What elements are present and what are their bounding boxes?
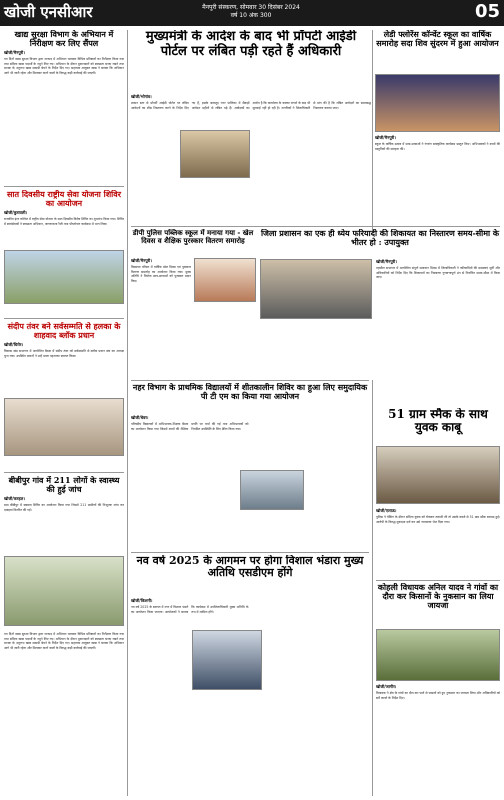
article-body: परिषदीय विद्यालयों में अभिभावक-शिक्षक बैठक का आयोजन किया गया जिसमें बच्चों की शैक्षिक प्रगति पर चर्चा की गई तथा अभिभावकों को नियमित उपस्थिति के लिए प्रेरित किया गया। (131, 422, 249, 431)
column-rule (127, 30, 128, 796)
divider (131, 380, 369, 381)
byline: खोजी/जागीर। (376, 684, 397, 689)
lead-headline: मुख्यमंत्री के आदेश के बाद भी प्रॉपर्टी आईडी पोर्टल पर लंबित पड़ी रहते हैं अधिकारी (145, 30, 357, 59)
column-rule (372, 30, 373, 235)
newyear-sdm-photo (192, 630, 262, 690)
article-body-continued: गत दिनों खाद्य सुरक्षा विभाग द्वारा जनपद में अभियान चलाकर विभिन्न प्रतिष्ठानों का निरीक्षण किया गया तथा संदिग्ध खाद्य पदार्थों के नमूने लिए गए। अभियान के दौरान दुकानदारों को स्वच्छता बनाए रखने तथा मानक के अनुरूप खाद्य सामग्री बेचने के निर्देश दिए गए। सहायक आयुक्त खाद्य ने बताया कि अभियान आगे भी जारी रहेगा और मिलावट करने वालों के विरुद्ध कड़ी कार्रवाई की जाएगी। (4, 632, 124, 650)
issue-info (186, 4, 316, 20)
divider (131, 552, 369, 553)
byline: खोजी/करहल। (4, 495, 25, 501)
pet-story-header (131, 383, 369, 413)
date-line: मैनपुरी संस्करण, सोमवार 30 दिसंबर 2024 (202, 4, 300, 11)
lead-story-body (131, 94, 371, 224)
masthead (0, 0, 504, 26)
smack-arrest-photo (376, 446, 500, 504)
health-camp-photo (4, 556, 124, 626)
dm-story-header (260, 229, 500, 257)
newyear-story-body (131, 598, 369, 796)
divider (4, 318, 124, 319)
byline: खोजी/भोगांव। (131, 94, 152, 99)
dm-story-body (376, 259, 500, 379)
headline: जिला प्रशासन का एक ही ध्येय फरियादी की शिकायत का निस्तारण समय-सीमा के भीतर हो : उपायुक्त (260, 229, 500, 247)
page-number: 05 (474, 1, 500, 22)
divider (131, 226, 500, 227)
byline: खोजी/बेवर। (131, 415, 149, 420)
health-camp-continued (4, 632, 124, 796)
nss-camp-photo (4, 250, 124, 304)
article-body: विकास खंड सभागार में आयोजित बैठक में संदीप तंवर को सर्वसम्मति से ब्लॉक प्रधान संघ का अध्यक्ष चुना गया। उपस्थित प्रधानों ने उन्हें माला पहनाकर स्वागत किया। (4, 348, 124, 358)
article-body: ग्राम बीबीपुर में स्वास्थ्य शिविर का आयोजन किया गया जिसमें 211 ग्रामीणों की निःशुल्क जांच कर दवाइयां वितरित की गईं। (4, 502, 124, 512)
byline: खोजी/किशनी। (131, 598, 153, 603)
issue-line: वर्ष 10 अंक 300 (230, 12, 272, 19)
lead-story-header (131, 30, 371, 92)
block-pradhan-photo (4, 398, 124, 456)
divider (4, 186, 124, 187)
school-annual-function (375, 30, 500, 72)
pet-meeting-photo (240, 470, 304, 510)
smack-story-header (376, 408, 500, 444)
headline: कोहली विधायक अनिल यादव ने गांवों का दौरा कर किसानों के नुकसान का लिया जायजा (377, 583, 499, 610)
farmers-story-header (376, 583, 500, 627)
dps-sports-photo (194, 258, 256, 302)
byline: खोजी/एलाऊ। (376, 508, 397, 513)
dm-samadhan-photo (260, 259, 372, 319)
headline: खाद्य सुरक्षा विभाग के अभियान में निरीक्षण कर लिए सैंपल (14, 30, 114, 48)
newspaper-brand: खोजी एनसीआर (4, 3, 93, 21)
byline: खोजी/मैनपुरी। (375, 135, 396, 140)
article-body: विद्यालय परिसर में वार्षिक खेल दिवस एवं पुरस्कार वितरण समारोह का आयोजन किया गया। मुख्य अतिथि ने विजेता छात्र-छात्राओं को पुरस्कार प्रदान किए। (131, 265, 191, 283)
article-body: तहसील सभागार में आयोजित संपूर्ण समाधान दिवस में जिलाधिकारी ने फरियादियों की समस्याएं सुनीं और अधिकारियों को निर्देश दिए कि शिकायतों का निस्तारण गुणवत्तापूर्ण ढंग से निर्धारित समय-सीमा में किया जाए। (376, 266, 500, 280)
farmers-field-photo (376, 629, 500, 681)
article-body: विधायक ने क्षेत्र के गांवों का दौरा कर पाले से फसलों को हुए नुकसान का जायजा लिया और अधिकारियों को सर्वे कराने के निर्देश दिए। (376, 691, 500, 700)
article-body: गत दिनों खाद्य सुरक्षा विभाग द्वारा जनपद में अभियान चलाकर विभिन्न प्रतिष्ठानों का निरीक्षण किया गया तथा संदिग्ध खाद्य पदार्थों के नमूने लिए गए। अभियान के दौरान दुकानदारों को स्वच्छता बनाए रखने तथा मानक के अनुरूप खाद्य सामग्री बेचने के निर्देश दिए गए। सहायक आयुक्त खाद्य ने बताया कि अभियान आगे भी जारी रहेगा और मिलावट करने वालों के विरुद्ध कड़ी कार्रवाई की जाएगी। (4, 56, 124, 75)
byline: खोजी/मैनपुरी। (4, 49, 25, 55)
smack-story-body (376, 508, 500, 576)
headline: बीबीपुर गांव में 211 लोगों के स्वास्थ्य की हुई जांच (8, 476, 120, 494)
byline: खोजी/मैनपुरी। (131, 258, 152, 263)
lead-story-photo (180, 130, 250, 178)
farmers-story-body (376, 684, 500, 796)
headline: नव वर्ष 2025 के आगमन पर होगा विशाल भंडारा मुख्य अतिथि एसडीएम होंगे (136, 555, 364, 580)
article-body: पुलिस ने चेकिंग के दौरान संदिग्ध युवक को रोककर तलाशी ली तो उसके कब्जे से 51 ग्राम स्मैक बरामद हुई। आरोपी के विरुद्ध मुकदमा दर्ज कर उसे न्यायालय भेज दिया गया। (376, 515, 500, 524)
dps-story-body (131, 258, 191, 368)
divider (4, 472, 124, 473)
article-body: शासन स्तर से प्रॉपर्टी आईडी पोर्टल पर लंबित आवेदनों का शीघ्र निस्तारण करने के निर्देश दिए गए हैं, इसके बावजूद नगर पालिका में सैकड़ों आवेदन महीनों से लंबित पड़े हैं। आवेदकों का आरोप है कि कार्यालय के चक्कर लगाने के बाद भी सुनवाई नहीं हो रही है। नागरिकों ने जिलाधिकारी से मांग की है कि लंबित आवेदनों का समयबद्ध निस्तारण कराया जाए। (131, 101, 371, 110)
article-body: स्कूल के वार्षिक उत्सव में छात्र-छात्राओं ने रंगारंग सांस्कृतिक कार्यक्रम प्रस्तुत किए। अभिभावकों ने बच्चों की प्रस्तुतियों की सराहना की। (375, 142, 500, 151)
headline: डीपी पुलिस पब्लिक स्कूल में मनाया गया - खेल दिवस व शैक्षिक पुरस्कार वितरण समारोह (132, 229, 254, 245)
headline: 51 ग्राम स्मैक के साथ युवक काबू (388, 408, 488, 435)
headline: संदीप तंवर बने सर्वसम्मति से हलका के शाहवाद ब्लॉक प्रधान (7, 322, 121, 340)
divider (376, 580, 500, 581)
headline: नहर विभाग के प्राथमिक विद्यालयों में शीतकालीन शिविर का हुआ लिए समुदायिक पी टी एम का किया गया आयोजन (132, 383, 368, 401)
article-body: राजकीय इंटर कॉलेज में राष्ट्रीय सेवा योजना के सात दिवसीय विशेष शिविर का शुभारंभ किया गया। शिविर में स्वयंसेवकों ने स्वच्छता अभियान, जागरूकता रैली तथा पौधरोपण कार्यक्रम में भाग लिया। (4, 216, 124, 226)
column-rule (372, 380, 373, 796)
dps-story-header (131, 229, 255, 257)
article-food-safety (4, 30, 124, 185)
newyear-story-header (131, 555, 369, 595)
school-function-photo (375, 74, 500, 132)
byline: खोजी/मैनपुरी। (376, 259, 397, 264)
byline: खोजी/घिरोर। (4, 341, 23, 347)
headline: सात दिवसीय राष्ट्रीय सेवा योजना शिविर का आयोजन (7, 190, 121, 208)
school-function-body (375, 135, 500, 233)
headline: लेडी फ्लोरेंस कॉन्वेंट स्कूल का वार्षिक समारोह सदा शिव सुंदरम में हुआ आयोजन (376, 30, 499, 48)
byline: खोजी/कुरावली। (4, 209, 28, 215)
article-body: नव वर्ष 2025 के स्वागत में नगर में विशाल भंडारे का आयोजन किया जाएगा। आयोजकों ने बताया कि कार्यक्रम में उपजिलाधिकारी मुख्य अतिथि के रूप में शामिल होंगे। (131, 605, 249, 614)
